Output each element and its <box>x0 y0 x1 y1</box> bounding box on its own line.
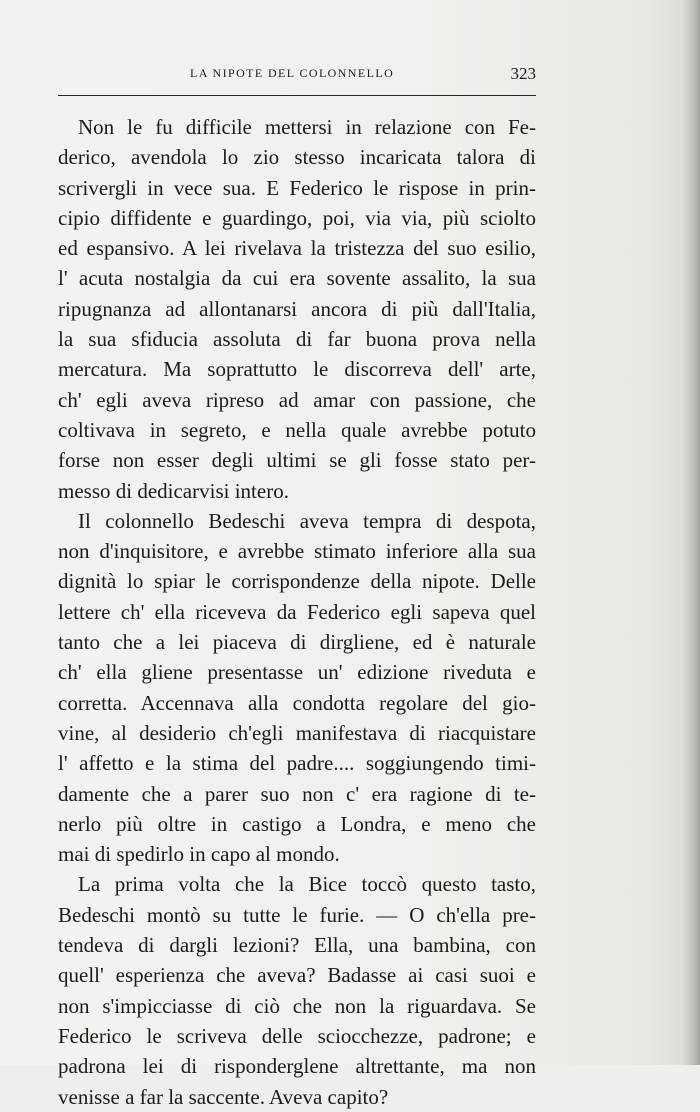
text-line: vine, al desiderio ch'egli manifestava di riacquistare <box>58 720 536 745</box>
text-line: nerlo più oltre in castigo a Londra, e meno che <box>58 811 536 836</box>
text-line: messo di dedicarvisi intero. <box>58 478 289 503</box>
text-line: lettere ch' ella riceveva da Federico egli sapeva quel <box>58 599 536 624</box>
text-line: ch' egli aveva ripreso ad amar con passione, che <box>58 387 536 412</box>
page-spine-shadow <box>682 0 700 1065</box>
running-header <box>58 64 536 88</box>
running-title: LA NIPOTE DEL COLONNELLO <box>190 66 395 80</box>
paragraph-3 <box>58 869 536 1111</box>
text-line: forse non esser degli ultimi se gli fosse stato per- <box>58 448 536 473</box>
text-line: l' affetto e la stima del padre.... soggiungendo timi- <box>58 751 536 776</box>
header-rule <box>58 95 536 96</box>
text-line: mai di spedirlo in capo al mondo. <box>58 842 340 867</box>
text-line: la sua sfiducia assoluta di far buona prova nella <box>58 327 536 352</box>
text-line: derico, avendola lo zio stesso incaricata talora di <box>58 145 536 170</box>
paragraph-1 <box>58 112 536 506</box>
text-line: padrona lei di risponderglene altrettante, ma non <box>58 1054 536 1079</box>
text-line: ed espansivo. A lei rivelava la tristezza del suo esilio, <box>58 236 536 261</box>
text-line: coltivava in segreto, e nella quale avrebbe potuto <box>58 417 536 442</box>
body-text <box>58 112 536 1112</box>
text-line: dignità lo spiar le corrispondenze della nipote. Delle <box>58 569 536 594</box>
text-line: quell' esperienza che aveva? Badasse ai casi suoi e <box>58 963 536 988</box>
text-line: La prima volta che la Bice toccò questo tasto, <box>78 872 536 897</box>
text-line: tanto che a lei piaceva di dirgliene, ed è naturale <box>58 630 536 655</box>
text-line: scrivergli in vece sua. E Federico le rispose in prin- <box>58 175 536 200</box>
text-line: ch' ella gliene presentasse un' edizione riveduta e <box>58 660 536 685</box>
text-line: tendeva di dargli lezioni? Ella, una bambina, con <box>58 933 536 958</box>
text-line: Federico le scriveva delle sciocchezze, padrone; e <box>58 1023 536 1048</box>
text-line: venisse a far la saccente. Aveva capito? <box>58 1084 389 1109</box>
paragraph-2 <box>58 506 536 870</box>
text-line: l' acuta nostalgia da cui era sovente assalito, la sua <box>58 266 536 291</box>
text-line: Il colonnello Bedeschi aveva tempra di despota, <box>78 508 536 533</box>
text-line: cipio diffidente e guardingo, poi, via via, più sciolto <box>58 205 536 230</box>
text-line: non d'inquisitore, e avrebbe stimato inferiore alla sua <box>58 539 536 564</box>
text-line: mercatura. Ma soprattutto le discorreva dell' arte, <box>58 357 536 382</box>
text-line: damente che a parer suo non c' era ragione di te- <box>58 781 536 806</box>
text-line: Bedeschi montò su tutte le furie. — O ch'ella pre- <box>58 902 536 927</box>
text-line: non s'impicciasse di ciò che non la riguardava. Se <box>58 993 536 1018</box>
text-line: Non le fu difficile mettersi in relazione con Fe- <box>78 115 536 139</box>
page-number: 323 <box>510 64 536 83</box>
text-line: corretta. Accennava alla condotta regolare del gio- <box>58 690 536 715</box>
text-line: ripugnanza ad allontanarsi ancora di più dall'Italia, <box>58 296 536 321</box>
